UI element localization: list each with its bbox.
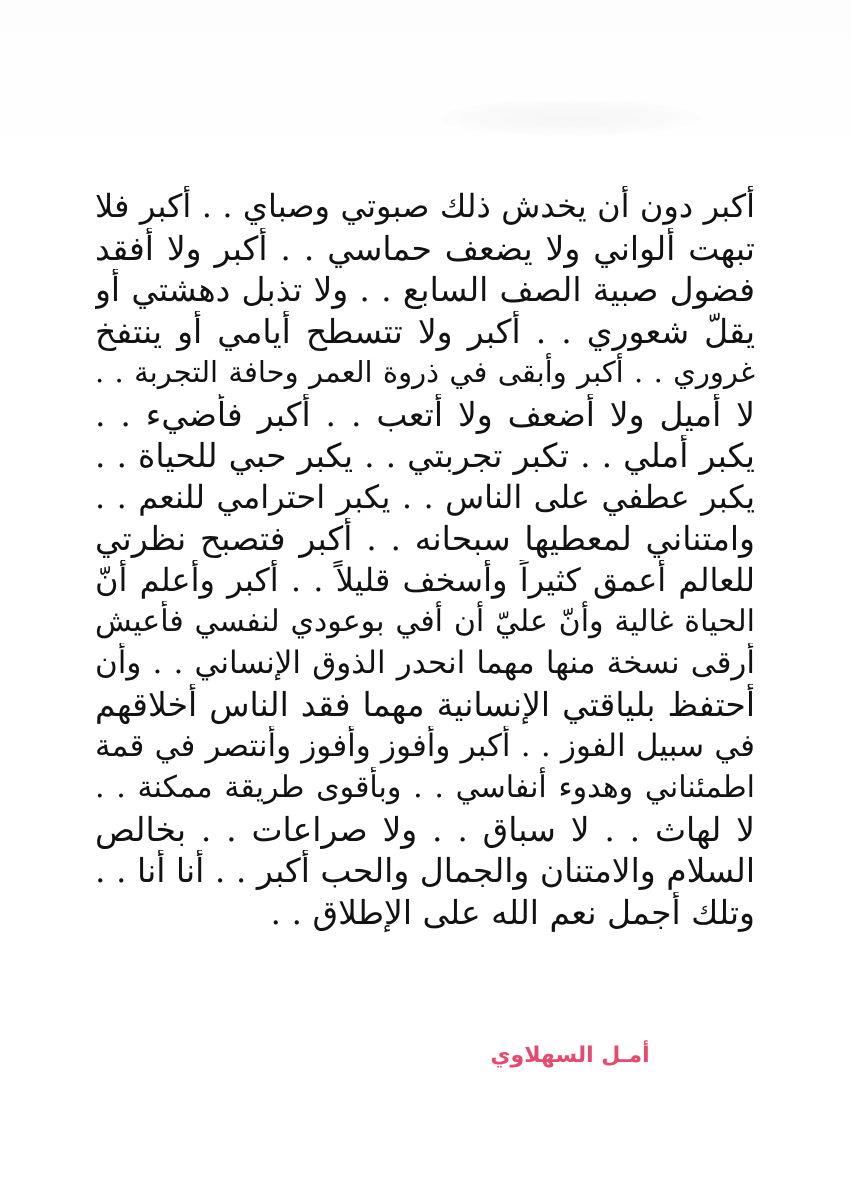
poem-line-11: الحياة غالية وأنّ عليّ أن أفي بوعودي لنفسي فأعيش	[95, 604, 755, 639]
page-shadow	[440, 100, 700, 136]
poem-line-4: يقلّ شعوري . . أكبر ولا تتسطح أيامي أو ينتفخ	[95, 311, 755, 351]
poem-line-10: للعالم أعمق كثيراً وأسخف قليلاً . . أكبر وأعلم أنّ	[95, 560, 755, 599]
poem-line-15: اطمئناني وهدوء أنفاسي . . وبأقوى طريقة ممكنة . .	[95, 770, 755, 805]
poem-line-13: أحتفظ بلياقتي الإنسانية مهما فقد الناس أخلاقهم	[95, 685, 755, 724]
poem-text	[95, 186, 755, 933]
poem-line-9: وامتناني لمعطيها سبحانه . . أكبر فتصبح نظرتي	[95, 519, 755, 558]
poem-line-6: لا أميل ولا أضعف ولا أتعب . . أكبر فأضيء . .	[95, 394, 755, 434]
poem-line-14: في سبيل الفوز . . أكبر وأفوز وأفوز وأنتصر في قمة	[95, 727, 755, 764]
poem-line-18: وتلك أجمل نعم الله على الإطلاق . .	[270, 892, 755, 932]
poem-line-16: لا لهاث . . لا سباق . . ولا صراعات . . بخالص	[95, 809, 755, 849]
author-signature: أمـل السهلاوي	[490, 1043, 650, 1068]
poem-line-5: غروري . . أكبر وأبقى في ذروة العمر وحافة التجربة . .	[95, 355, 755, 389]
poem-line-3: فضول صبية الصف السابع . . ولا تذبل دهشتي أو	[95, 270, 755, 309]
poem-line-12: أرقى نسخة منها مهما انحدر الذوق الإنساني . . وأن	[95, 644, 755, 681]
poem-line-17: السلام والامتنان والجمال والحب أكبر . . أنا أنا . .	[95, 851, 755, 890]
poem-line-8: يكبر عطفي على الناس . . يكبر احترامي للنعم . .	[95, 477, 755, 516]
poem-line-1: أكبر دون أن يخدش ذلك صبوتي وصباي . . أكبر فلا	[95, 187, 755, 225]
top-blank-area	[0, 0, 851, 170]
poem-line-7: يكبر أملي . . تكبر تجربتي . . يكبر حبي للحياة . .	[95, 436, 755, 475]
poem-line-2: تبهت ألواني ولا يضعف حماسي . . أكبر ولا أفقد	[95, 228, 755, 268]
